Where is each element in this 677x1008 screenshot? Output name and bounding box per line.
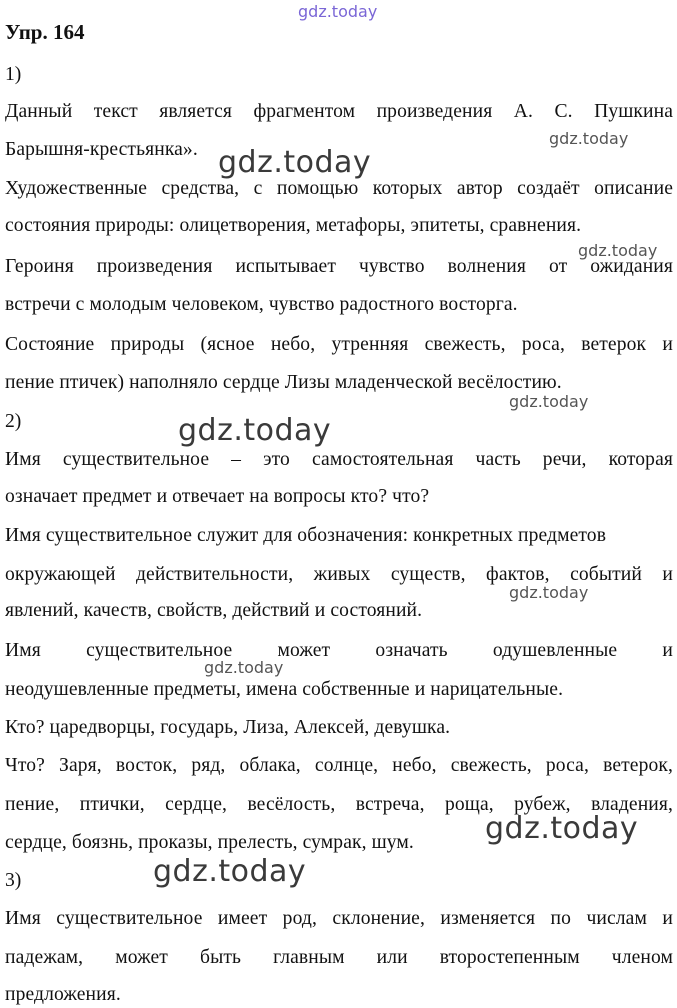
watermark-9: gdz.today [153, 854, 307, 889]
watermark-6: gdz.today [509, 583, 589, 602]
watermark-2: gdz.today [218, 145, 372, 180]
section-3-line-3: предложения. [5, 984, 121, 1005]
watermark-top: gdz.today [298, 2, 378, 21]
watermark-7: gdz.today [204, 658, 284, 677]
watermark-3: gdz.today [578, 241, 658, 260]
section-2-line-8: Кто? царедворцы, государь, Лиза, Алексей, девушка. [5, 717, 451, 738]
section-1-number: 1) [5, 64, 22, 85]
section-2-line-3: Имя существительное служит для обозначения: конкретных предметов [5, 525, 607, 546]
section-2-number: 2) [5, 411, 22, 432]
section-1-line-4: состояния природы: олицетворения, метафоры, эпитеты, сравнения. [5, 215, 582, 236]
section-2-line-10: пение, птички, сердце, весёлость, встреча, роща, рубеж, владения, [5, 794, 673, 815]
section-1-line-3: Художественные средства, с помощью которых автор создаёт описание [5, 178, 673, 199]
section-3-line-1: Имя существительное имеет род, склонение, изменяется по числам и [5, 908, 673, 929]
section-2-line-4: окружающей действительности, живых существ, фактов, событий и [5, 564, 673, 585]
section-2-line-5: явлений, качеств, свойств, действий и состояний. [5, 600, 423, 621]
section-1-line-2: Барышня-крестьянка». [5, 139, 198, 160]
section-1-line-6: встречи с молодым человеком, чувство радостного восторга. [5, 294, 518, 315]
section-1-line-5: Героиня произведения испытывает чувство волнения от ожидания [5, 256, 673, 277]
section-3-number: 3) [5, 870, 22, 891]
section-2-line-1: Имя существительное – это самостоятельная часть речи, которая [5, 449, 673, 470]
section-2-line-7: неодушевленные предметы, имена собственные и нарицательные. [5, 679, 564, 700]
section-2-line-11: сердце, боязнь, проказы, прелесть, сумрак, шум. [5, 832, 414, 853]
section-1-line-8: пение птичек) наполняло сердце Лизы младенческой весёлостию. [5, 372, 562, 393]
section-1-line-7: Состояние природы (ясное небо, утренняя свежесть, роса, ветерок и [5, 334, 673, 355]
watermark-5: gdz.today [178, 413, 332, 448]
section-2-line-2: означает предмет и отвечает на вопросы кто? что? [5, 486, 430, 507]
exercise-title: Упр. 164 [5, 20, 85, 44]
watermark-4: gdz.today [509, 392, 589, 411]
section-2-line-9: Что? Заря, восток, ряд, облака, солнце, небо, свежесть, роса, ветерок, [5, 755, 673, 776]
section-1-line-1: Данный текст является фрагментом произведения А. С. Пушкина [5, 101, 673, 122]
section-2-line-6: Имя существительное может означать одушевленные и [5, 640, 673, 661]
watermark-8: gdz.today [485, 811, 639, 846]
section-3-line-2: падежам, может быть главным или второстепенным членом [5, 947, 673, 968]
watermark-1: gdz.today [549, 129, 629, 148]
